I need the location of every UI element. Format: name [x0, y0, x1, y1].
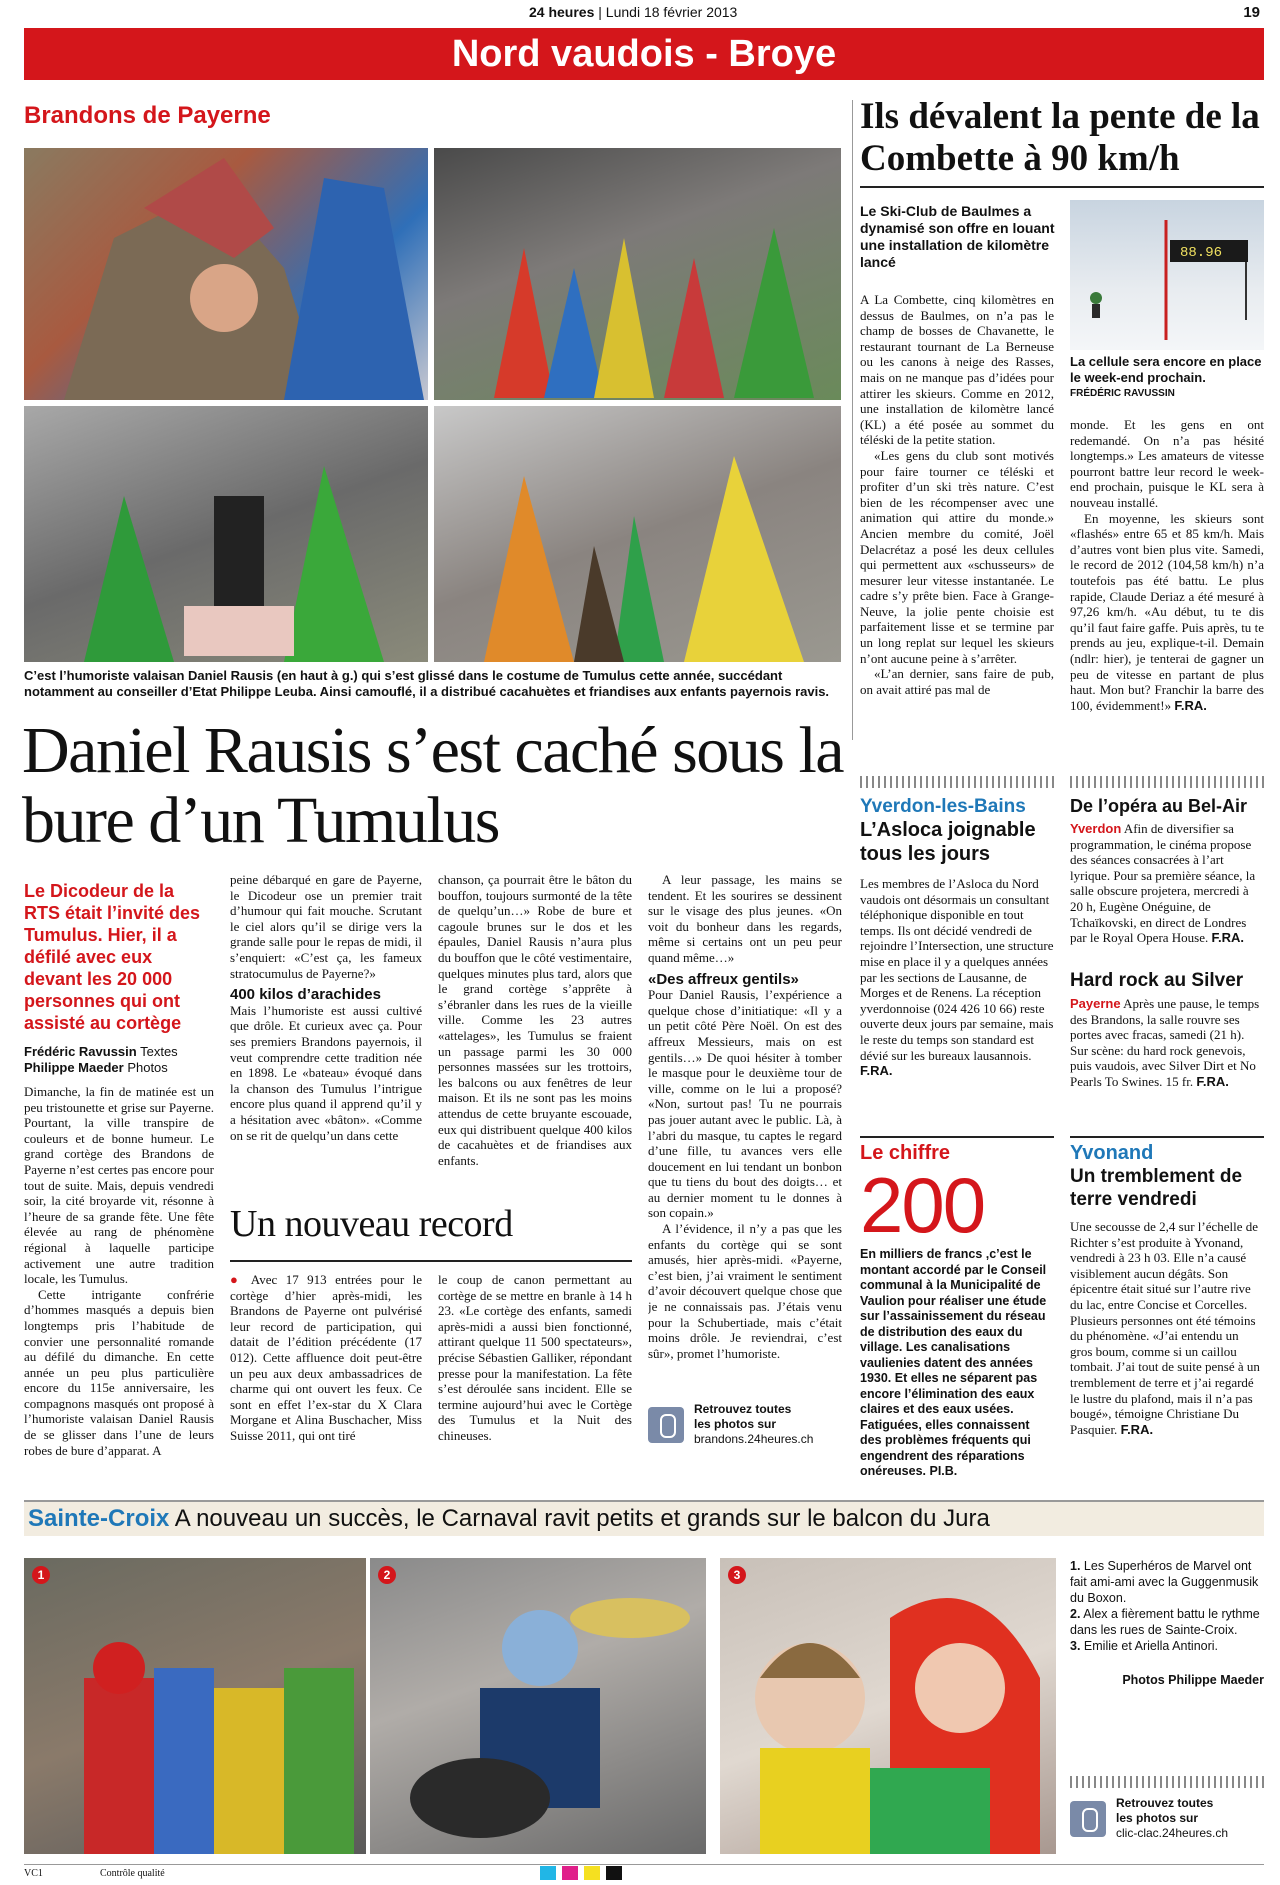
page-header: 24 heures | Lundi 18 février 2013 19 [529, 4, 1260, 21]
hardrock-title: Hard rock au Silver [1070, 970, 1244, 991]
photo-crowd-illustration [434, 148, 841, 400]
record-title: Un nouveau record [230, 1203, 513, 1245]
chiffre-box [860, 1142, 1054, 1480]
chiffre-rule [860, 1136, 1054, 1138]
sainte-croix-banner [24, 1500, 1264, 1536]
record-col-2: le coup de canon permettant au cortège de se mettre en branle à 14 h 23. «Le cortège des enfants, samedi après-midi a aussi bien fonctionné, attirant quelque 11 500 spectateurs», précise Sébastien Galliker, répondant presse pour la manifestation. La fête s’est déroulée sans incident. Elle se termine aujourd’hui avec le Cortège des Tumulus et la Nuit des chineuses. [438, 1272, 632, 1443]
clicclac-url[interactable]: clic-clac.24heures.ch [1116, 1826, 1229, 1840]
issue-date: Lundi 18 février 2013 [605, 4, 738, 20]
clicclac-web-promo[interactable]: Retrouvez toutes les photos sur clic-clac.24heures.ch [1070, 1796, 1264, 1841]
mouse-icon [648, 1407, 684, 1443]
photo-green-illustration [24, 406, 428, 662]
photo-number-3: 3 [728, 1566, 746, 1584]
brandons-col-2: peine débarqué en gare de Payerne, le Dicodeur ose un premier trait d’humour qui fait mouche. Scrutant le ciel alors qu’il se dirige vers la grande salle pour le repas de midi, il s’enquiert: «C’est ça, les fameux stratocumulus de Payerne?» 400 kilos d’arachides Mais l’humoriste est aussi cultivé que drôle. Et curieux avec ça. Pour ses premiers Brandons payernois, il veut comprendre cette tradition née en 1898. Le «bateau» évoqué dans la chanson des Tumulus l’intrigue encore plus quand il apprend qu’il y a hésitation avec «bâton». «Comme on se rit de quelqu’un dans cette [230, 872, 422, 1143]
caption-3: 3. Emilie et Ariella Antinori. [1070, 1639, 1219, 1653]
sainte-croix-credit: Photos Philippe Maeder [1122, 1673, 1264, 1687]
photo-emilie-ariella [720, 1558, 1056, 1854]
footer-code: VC1 [24, 1868, 43, 1879]
yverdon-place: Yverdon-les-Bains [860, 796, 1026, 817]
sainte-croix-place: Sainte-Croix [28, 1505, 170, 1532]
opera-text-block: Yverdon Afin de diversifier sa programmation, le cinéma propose des séances consacrées à l’art lyrique. Pour sa première séance, la salle obscure projetera, mercredi à 20 h, Eugène Onéguine, de Tchaïkovski, en direct de Londres par le Royal Opera House. F.RA. [1070, 821, 1256, 946]
photo-ski-illustration [1070, 200, 1264, 350]
subhead-affreux-gentils: «Des affreux gentils» [648, 970, 799, 988]
yvonand-text-block: Une secousse de 2,4 sur l’échelle de Richter s’est produite à Yvonand, vendredi à 23 h 03. Elle n’a causé visiblement aucun dégâts. Son épicentre était situé sur l’autre rive du lac, entre Concise et Corcelles. Plusieurs personnes ont été témoins du phénomène. «J’ai entendu un gros boum, comme si un caillou tombait. J’ai tout de suite pensé à un tremblement de terre et j’ai regardé le lustre du plafond, mais il n’a pas bougé», témoigne Christiane Du Pasquier. F.RA. [1070, 1219, 1260, 1437]
photo-drummer [370, 1558, 706, 1854]
section-title: Nord vaudois - Broye [451, 33, 837, 75]
chiffre-number: 200 [860, 1161, 985, 1249]
photo-yellow-illustration [434, 406, 841, 662]
subhead-arachides: 400 kilos d’arachides [230, 986, 381, 1004]
photo-rausis-illustration [24, 148, 428, 400]
tick-rule-bottom [1070, 1776, 1264, 1788]
caption-1: 1. Les Superhéros de Marvel ont fait ami-ami avec la Guggenmusik du Boxon. [1070, 1559, 1259, 1605]
ski-lead: Le Ski-Club de Baulmes a dynamisé son offre en louant une installation de kilomètre lancé [860, 203, 1055, 270]
record-rule [230, 1260, 632, 1262]
ski-headline: Ils dévalent la pente de la Combette à 90 km/h [860, 96, 1260, 179]
yvonand-rule [1070, 1136, 1264, 1138]
ski-photo-credit: FRÉDÉRIC RAVUSSIN [1070, 388, 1175, 399]
brandons-url[interactable]: brandons.24heures.ch [694, 1432, 814, 1446]
ski-rule [860, 186, 1264, 188]
sainte-croix-headline: A nouveau un succès, le Carnaval ravit petits et grands sur le balcon du Jura [174, 1505, 990, 1532]
ski-col-1: A La Combette, cinq kilomètres en dessus de Baulmes, on n’a pas le champ de bosses de Chavanette, le restaurant tournant de La Berneuse ou les canons à neige des Rasses, mais on ne manque pas d’idées pour attirer les skieurs. Comme en 2012, une installation de kilomètre lancé (KL) a été posée au sommet du téléski de la petite station. «Les gens du club sont motivés pour faire tourner ce téléski et profiter d’un ski très nature. C’est bien de les récompenser avec une animation qui attire du monde.» Ancien membre du comité, Joël Delacrétaz a posé les deux cellules qui permettent aux «schusseurs» de mesurer leur vitesse instantanée. Le cadre s’y prête bien. Face à Grange-Neuve, la jolie pente choisie est parfaitement lisse et se termine par un long replat sur lequel les skieurs n’ont aucune peine à s’arrêter. «L’an dernier, sans faire de pub, on avait attiré pas mal de [860, 292, 1054, 697]
yvonand-place: Yvonand [1070, 1142, 1154, 1164]
hardrock-text-block: Payerne Après une pause, le temps des Brandons, la salle rouvre ses portes avec fracas, samedi (21 h). Sur scène: du hard rock genevois, puis vaudois, avec Silver Dirt et No Pearls To Swines. 15 fr. F.RA. [1070, 996, 1260, 1089]
photo-yellow-tumulus [434, 406, 841, 662]
footer-quality: Contrôle qualité [100, 1868, 165, 1879]
yverdon-brief [860, 796, 1054, 1079]
yvonand-title: Un tremblement de terre vendredi [1070, 1166, 1243, 1210]
photo-superheros [24, 1558, 366, 1854]
ski-col-2: monde. Et les gens en ont redemandé. On n’a pas hésité longtemps.» Les amateurs de vitesse pourront battre leur record le week-end prochain, puisque le KL sera à nouveau installé. En moyenne, les skieurs sont «flashés» entre 65 et 85 km/h. Mais d’autres vont bien plus vite. Samedi, le record de 2012 (104,58 km/h) n’a toutefois pas été battu. Le plus rapide, Claude Deriaz a été mesuré à 97,26 km/h. «Au début, tu te dis qu’il faut faire gaffe. Puis après, tu te prends au jeu, explique-t-il. Demain (ndlr: hier), je tenterai de gagner un peu de vitesse en partant de plus haut. Mon but? Franchir la barre des 100, évidemment!» F.RA. [1070, 417, 1264, 713]
column-divider [852, 100, 853, 740]
photo-ski-speed [1070, 200, 1264, 350]
masthead: 24 heures [529, 4, 595, 20]
brandons-col-1 [24, 880, 214, 1465]
photo-green-tumulus [24, 406, 428, 662]
brandons-col-4: A leur passage, les mains se tendent. Et les sourires se dessinent sur le visage des plus jeunes. «On voit du bonheur dans les regards, même si certains ont un peu peur quand même…» «Des affreux gentils» Pour Daniel Rausis, l’expérience a quelque chose d’initiatique: «Il y a un petit côté Père Noël. On est des affreux Messieurs, mais on est gentils…» De quoi hésiter à tomber le masque pour le deuxième tour de ville, comme on le lui a proposé? «Non, surtout pas! Tu ne pourrais pas jouer autant avec le public. Là, à l’abri du masque, tu captes le regard d’une fille, tu avances vers elle doucement en lui tendant un bonbon que tu tiens du bout des doigts… et au dernier moment tu le donnes à son copain.» A l’évidence, il n’y a pas que les enfants du cortège qui se sont amusés, hier après-midi. «Payerne, c’est bien, j’ai vraiment le sentiment d’avoir découvert quelque chose que je ne connaissais pas. J’étais venu pour la Schubertiade, mais c’était moins drôle. Je reviendrai, c’est sûr», promet l’humoriste. [648, 872, 842, 1361]
photo-rausis-costume [24, 148, 428, 400]
brandons-col-1-text: Dimanche, la fin de matinée est un peu tristounette et grise sur Payerne. Pourtant, la ville transpire de couleurs et de bonne humeur. Le grand cortège des Brandons de Payerne n’est certes pas encore pour tout de suite. Mais, depuis vendredi soir, la cité broyarde vit, résonne à l’heure de sa grande fête. Une fête élevée au rang de phénomène régional à laquelle participe activement une autre tradition locale, les Tumulus. Cette intrigante confrérie d’hommes masqués a depuis bien longtemps pris l’habitude de convier une personnalité romande au défilé du dimanche. En cette année un peu plus particulière encore du 115e anniversaire, les compagnons masqués ont proposé à l’humoriste valaisan Daniel Rausis de se glisser dans l’une de leurs robes de bure d’apparat. A [24, 1084, 214, 1458]
brandons-kicker: Brandons de Payerne [24, 102, 271, 129]
opera-title: De l’opéra au Bel-Air [1070, 796, 1248, 816]
photo-number-2: 2 [378, 1566, 396, 1584]
brandons-web-promo[interactable]: Retrouvez toutes les photos sur brandons.24heures.ch [648, 1402, 842, 1447]
mouse-icon-2 [1070, 1801, 1106, 1837]
footer-rule [24, 1864, 1264, 1865]
photo-superheros-illustration [24, 1558, 366, 1854]
yverdon-title: L’Asloca joignable tous les jours [860, 819, 1036, 865]
byline: Frédéric Ravussin Textes Philippe Maeder Photos [24, 1044, 178, 1075]
brandons-photo-caption: C’est l’humoriste valaisan Daniel Rausis (en haut à g.) qui s’est glissé dans le costume de Tumulus cette année, succédant notamment au conseiller d’Etat Philippe Leuba. Ainsi camouflé, il a distribué cacahuètes et friandises aux enfants payernois ravis. [24, 668, 830, 699]
chiffre-text-block: En milliers de francs ,c’est le montant accordé par le Conseil communal à la Municipalité de Vaulion pour réaliser une étude sur l’assainissement du réseau de distribution des eaux du village. Les canalisations vaulienies datent des années 1930. Et elles ne séparent pas encore l’élimination des eaux claires et des eaux usées. Fatiguées, elles connaissent des problèmes fréquents qui engendrent des réparations onéreuses. PI.B. [860, 1247, 1047, 1478]
photo-children-illustration [720, 1558, 1056, 1854]
brandons-col-3: chanson, ça pourrait être le bâton du bouffon, toujours surmonté de la tête de quelqu’un…» Robe de bure et cagoule brunes sur le dos et les épaules, Daniel Rausis n’aura plus du bouffon que le côté vestimentaire, quelques minutes plus tard, alors que le grand cortège s’apprête à s’ébranler dans les rues de la vieille ville. Comme les 23 autres «attelages», les Tumulus se fraient un passage parmi les 30 000 personnes massées sur les trottoirs, les balcons ou aux fenêtres de leur maison. Et ils ne sont pas les moins attendus de cette bruyante escouade, eux qui distribuent quelque 400 kilos de cacahuètes et de friandises aux enfants. [438, 872, 632, 1168]
yverdon-text-block: Les membres de l’Asloca du Nord vaudois ont désormais un consultant téléphonique disponible en tout temps. Ils ont décidé vendredi de rejoindre l’Intersection, une structure mise en place il y a quelques années par les sections de Lausanne, de Morges et de Renens. La réception yverdonnoise (024 426 10 66) reste ouverte deux jours par semaine, mais le reste du temps son standard est dévié sur les bureaux lausannois. F.RA. [860, 876, 1054, 1079]
opera-brief [1070, 796, 1264, 946]
speed-display: 88.96 [1180, 245, 1223, 261]
hardrock-brief [1070, 970, 1264, 1090]
record-col-1: ● Avec 17 913 entrées pour le cortège d’hier après-midi, les Brandons de Payerne ont pulvérisé leur record de participation, qui datait de l’édition précédente (17 012). Cette affluence doit peut-être un peu aux deux ambassadrices de charme qui ont ouvert les feux. Ce sont en effet l’ex-star du X Clara Morgane et Alina Buschacher, Miss Suisse 2011, qui ont tiré [230, 1272, 422, 1443]
yvonand-brief [1070, 1142, 1264, 1437]
section-banner [24, 28, 1264, 80]
ski-photo-caption: La cellule sera encore en place le week-end prochain. [1070, 354, 1262, 385]
tick-rule-left [860, 776, 1054, 788]
photo-tumulus-crowd [434, 148, 841, 400]
brandons-lead: Le Dicodeur de la RTS était l’invité des Tumulus. Hier, il a défilé avec eux devant les 20 000 personnes qui ont assisté au cortège [24, 881, 201, 1033]
color-bar [540, 1866, 622, 1880]
page-number: 19 [1243, 4, 1260, 21]
chiffre-label: Le chiffre [860, 1142, 951, 1164]
brandons-headline: Daniel Rausis s’est caché sous la bure d’un Tumulus [22, 714, 844, 857]
sainte-croix-captions [1070, 1558, 1264, 1688]
photo-number-1: 1 [32, 1566, 50, 1584]
record-bullet: ● [230, 1272, 244, 1287]
caption-2: 2. Alex a fièrement battu le rythme dans les rues de Sainte-Croix. [1070, 1607, 1260, 1637]
tick-rule-right [1070, 776, 1264, 788]
photo-drummer-illustration [370, 1558, 706, 1854]
